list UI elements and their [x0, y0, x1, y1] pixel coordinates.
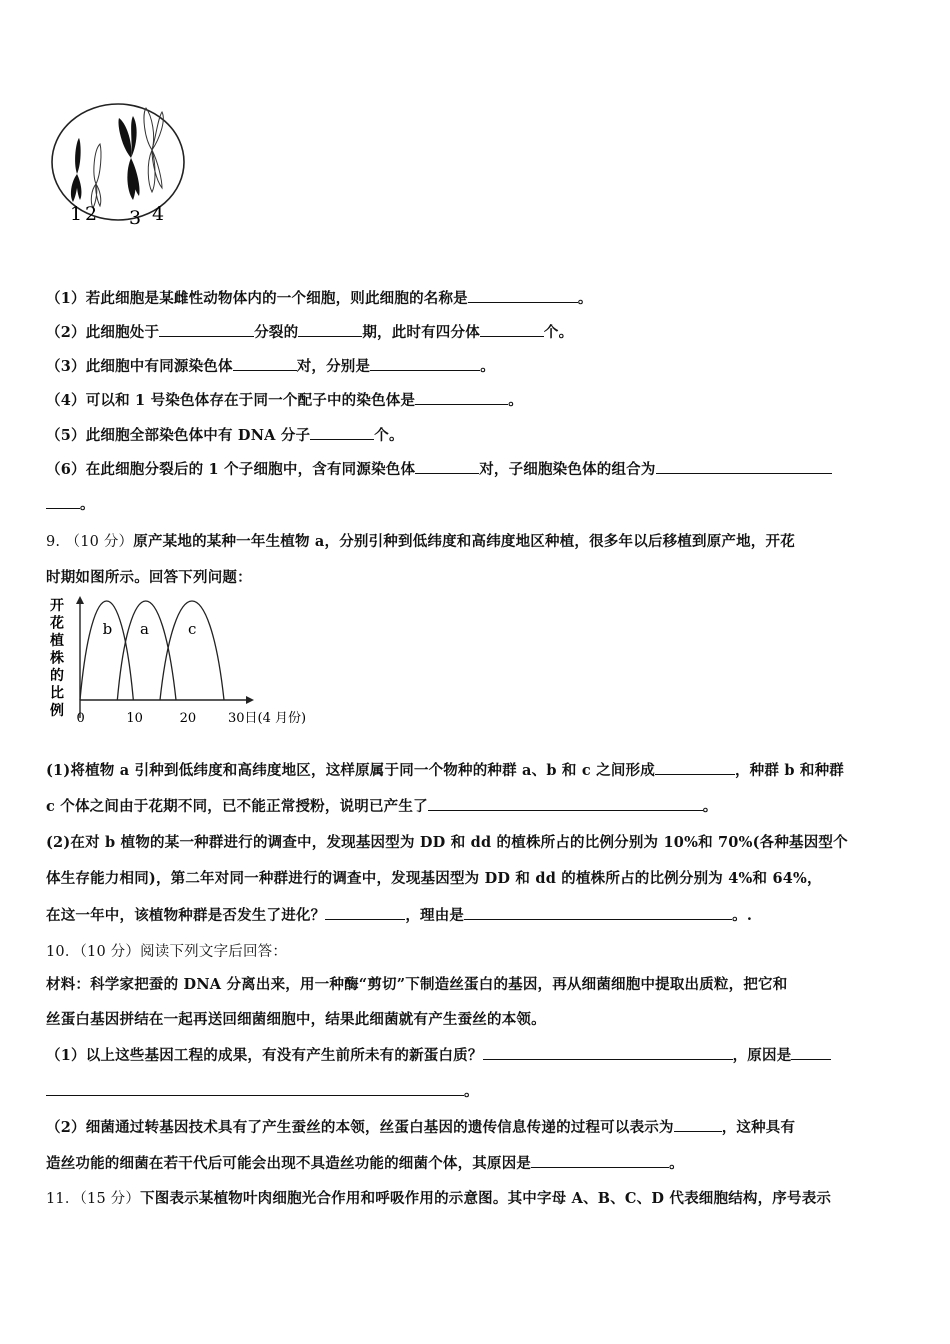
q10-sub1-cont: [46, 1080, 479, 1101]
chromosome-label-3: 3: [129, 207, 142, 229]
answer-blank[interactable]: [370, 356, 480, 371]
chromosome-2: [91, 144, 101, 208]
answer-blank[interactable]: [674, 1117, 722, 1132]
chromosome-label-1: 1: [70, 203, 83, 225]
cell-chromosome-figure: [48, 102, 193, 232]
q9-sub2-cont: [46, 867, 822, 888]
q9-intro: [46, 530, 795, 551]
answer-blank[interactable]: [468, 288, 578, 303]
q10-intro-text: 阅读下列文字后回答：: [140, 944, 288, 960]
q10-sub2-text-b: ，这种具有: [721, 1119, 796, 1136]
x-ticks: [77, 711, 307, 726]
q9-intro-text: 原产某地的某种一年生植物 a，分别引种到低纬度和高纬度地区种植，很多年以后移植到原产地，开花: [133, 533, 795, 550]
q8-item-6-text-b: 对，子细胞染色体的组合为: [479, 461, 656, 478]
q8-item-3-text-b: 对，分别是: [296, 358, 371, 375]
q8-item-1-text: （1）若此细胞是某雌性动物体内的一个细胞，则此细胞的名称是: [46, 290, 468, 307]
q10-sub1-text: （1）以上这些基因工程的成果，有没有产生前所未有的新蛋白质？: [46, 1047, 483, 1064]
q9-sub2-text-c: 在这一年中，该植物种群是否发生了进化？: [46, 907, 326, 924]
q10-sub2-cont: [46, 1152, 684, 1173]
q9-sub1-text-b: ，种群 b 和种群: [734, 762, 845, 779]
q11-score: （15 分）: [79, 1191, 141, 1207]
q10-material-cont: [46, 1008, 546, 1029]
y-axis-arrow: [76, 596, 84, 604]
answer-blank[interactable]: [480, 322, 544, 337]
y-axis-label-char: 花: [50, 615, 64, 632]
curves: [80, 601, 224, 700]
answer-blank[interactable]: [159, 322, 254, 337]
q11-intro: [46, 1187, 831, 1208]
answer-blank[interactable]: [310, 425, 374, 440]
q9-sub1-text: (1)将植物 a 引种到低纬度和高纬度地区，这样原属于同一个物种的种群 a、b 和 c 之间形成: [46, 762, 655, 779]
answer-blank[interactable]: [298, 322, 362, 337]
q8-item-4-end: 。: [508, 392, 523, 409]
q9-sub1-end: 。: [702, 798, 718, 815]
curve-label-c: c: [188, 620, 197, 638]
q9-sub2-cont2: [46, 904, 752, 925]
q10-sub2-text: （2）细菌通过转基因技术具有了产生蚕丝的本领，丝蛋白基因的遗传信息传递的过程可以表示为: [46, 1119, 674, 1136]
y-axis-label-char: 比: [50, 685, 64, 702]
curve-label-b: b: [102, 620, 113, 638]
y-axis-label: [49, 598, 64, 719]
q8-item-2-text-d: 个。: [543, 324, 574, 341]
q8-item-1: [46, 287, 593, 308]
q10-sub1-end: 。: [464, 1083, 479, 1100]
curve-label-a: a: [140, 620, 149, 638]
answer-blank[interactable]: [46, 494, 80, 509]
chromosome-label-2: 2: [85, 203, 98, 225]
answer-blank[interactable]: [655, 760, 735, 775]
q11-number: 11．: [46, 1191, 80, 1207]
q9-intro-text-cont: 时期如图所示。回答下列问题：: [46, 569, 252, 586]
q9-sub1: [46, 759, 844, 780]
x-tick-label: 0: [76, 711, 85, 726]
q8-item-2-text-b: 分裂的: [254, 324, 299, 341]
q8-item-5-end: 个。: [374, 427, 404, 444]
answer-blank[interactable]: [464, 905, 732, 920]
y-axis-label-char: 株: [50, 650, 64, 667]
q10-material: [46, 973, 787, 994]
y-axis-label-char: 的: [50, 668, 64, 684]
answer-blank[interactable]: [325, 905, 405, 920]
curve-c: [160, 601, 224, 700]
q8-item-3-text-a: （3）此细胞中有同源染色体: [46, 358, 233, 375]
q10-material-text: 材料：科学家把蚕的 DNA 分离出来，用一种酶“剪切”下制造丝蛋白的基因，再从细菌细胞中提取出质粒，把它和: [46, 976, 788, 993]
chromosome-4: [144, 108, 163, 192]
q10-number: 10．: [46, 944, 80, 960]
y-axis-label-char: 开: [50, 598, 64, 614]
q10-sub2: [46, 1116, 795, 1137]
q8-item-6-text-a: （6）在此细胞分裂后的 1 个子细胞中，含有同源染色体: [46, 461, 416, 478]
answer-blank[interactable]: [415, 390, 508, 405]
q10-sub2-end: 。: [669, 1155, 684, 1172]
x-axis-arrow: [246, 696, 254, 704]
answer-blank[interactable]: [428, 796, 703, 811]
q10-sub1: [46, 1044, 831, 1065]
q9-sub2-text-b: 体生存能力相同)，第二年对同一种群进行的调查中，发现基因型为 DD 和 dd 的植株所占的比例分别为 4%和 64%，: [46, 870, 822, 887]
q10-score: （10 分）: [79, 944, 141, 960]
answer-blank[interactable]: [483, 1045, 733, 1060]
curve-b: [80, 601, 133, 700]
answer-blank[interactable]: [531, 1153, 669, 1168]
x-tick-label: 10: [126, 711, 143, 726]
flowering-chart: [44, 594, 307, 730]
q8-item-6-cont: [46, 493, 95, 514]
y-axis-label-char: 例: [50, 703, 64, 719]
q9-sub1-cont-text: c 个体之间由于花期不同，已不能正常授粉，说明已产生了: [46, 798, 428, 815]
q9-sub2-text-d: ，理由是: [405, 907, 465, 924]
answer-blank[interactable]: [46, 1081, 464, 1096]
curve-labels: [103, 620, 197, 638]
x-tick-label: 30日(4 月份): [228, 711, 307, 726]
chromosome-3: [119, 116, 140, 200]
answer-blank[interactable]: [233, 356, 297, 371]
q9-sub1-cont: [46, 795, 717, 816]
q9-score: （10 分）: [65, 534, 134, 550]
q8-item-2-text-c: 期，此时有四分体: [362, 324, 480, 341]
q9-sub2-text: (2)在对 b 植物的某一种群进行的调查中，发现基因型为 DD 和 dd 的植株所占的比例分别为 10%和 70%(各种基因型个: [46, 834, 848, 851]
answer-blank[interactable]: [791, 1045, 831, 1060]
q9-number: 9.: [46, 534, 61, 550]
q8-item-3: [46, 355, 495, 376]
q8-item-6: [46, 458, 832, 479]
q10-intro: [46, 940, 287, 961]
y-axis-label-char: 植: [50, 633, 64, 649]
q8-item-1-end: 。: [577, 290, 593, 307]
q9-intro-cont: [46, 566, 252, 587]
q8-item-2: [46, 321, 573, 342]
answer-blank[interactable]: [415, 459, 479, 474]
q9-sub2: [46, 831, 848, 852]
q8-item-6-end: 。: [80, 496, 95, 513]
q8-item-2-text-a: （2）此细胞处于: [46, 324, 160, 341]
q11-intro-text: 下图表示某植物叶肉细胞光合作用和呼吸作用的示意图。其中字母 A、B、C、D 代表细胞结构，序号表示: [140, 1190, 832, 1207]
answer-blank[interactable]: [656, 459, 832, 474]
chromosome-1: [71, 138, 82, 202]
q10-sub2-text-c: 造丝功能的细菌在若干代后可能会出现不具造丝功能的细菌个体，其原因是: [46, 1155, 532, 1172]
q10-material-text-b: 丝蛋白基因拼结在一起再送回细菌细胞中，结果此细菌就有产生蚕丝的本领。: [46, 1011, 546, 1028]
q9-sub2-end: 。.: [732, 907, 753, 924]
x-tick-label: 20: [179, 711, 197, 726]
chromosome-label-4: 4: [152, 203, 165, 225]
q8-item-4-text: （4）可以和 1 号染色体存在于同一个配子中的染色体是: [46, 392, 416, 409]
q8-item-5: [46, 424, 404, 445]
q10-sub1-text-b: ，原因是: [732, 1047, 792, 1064]
q8-item-5-text: （5）此细胞全部染色体中有 DNA 分子: [46, 427, 311, 444]
q8-item-4: [46, 389, 523, 410]
q8-item-3-text-c: 。: [480, 358, 495, 375]
